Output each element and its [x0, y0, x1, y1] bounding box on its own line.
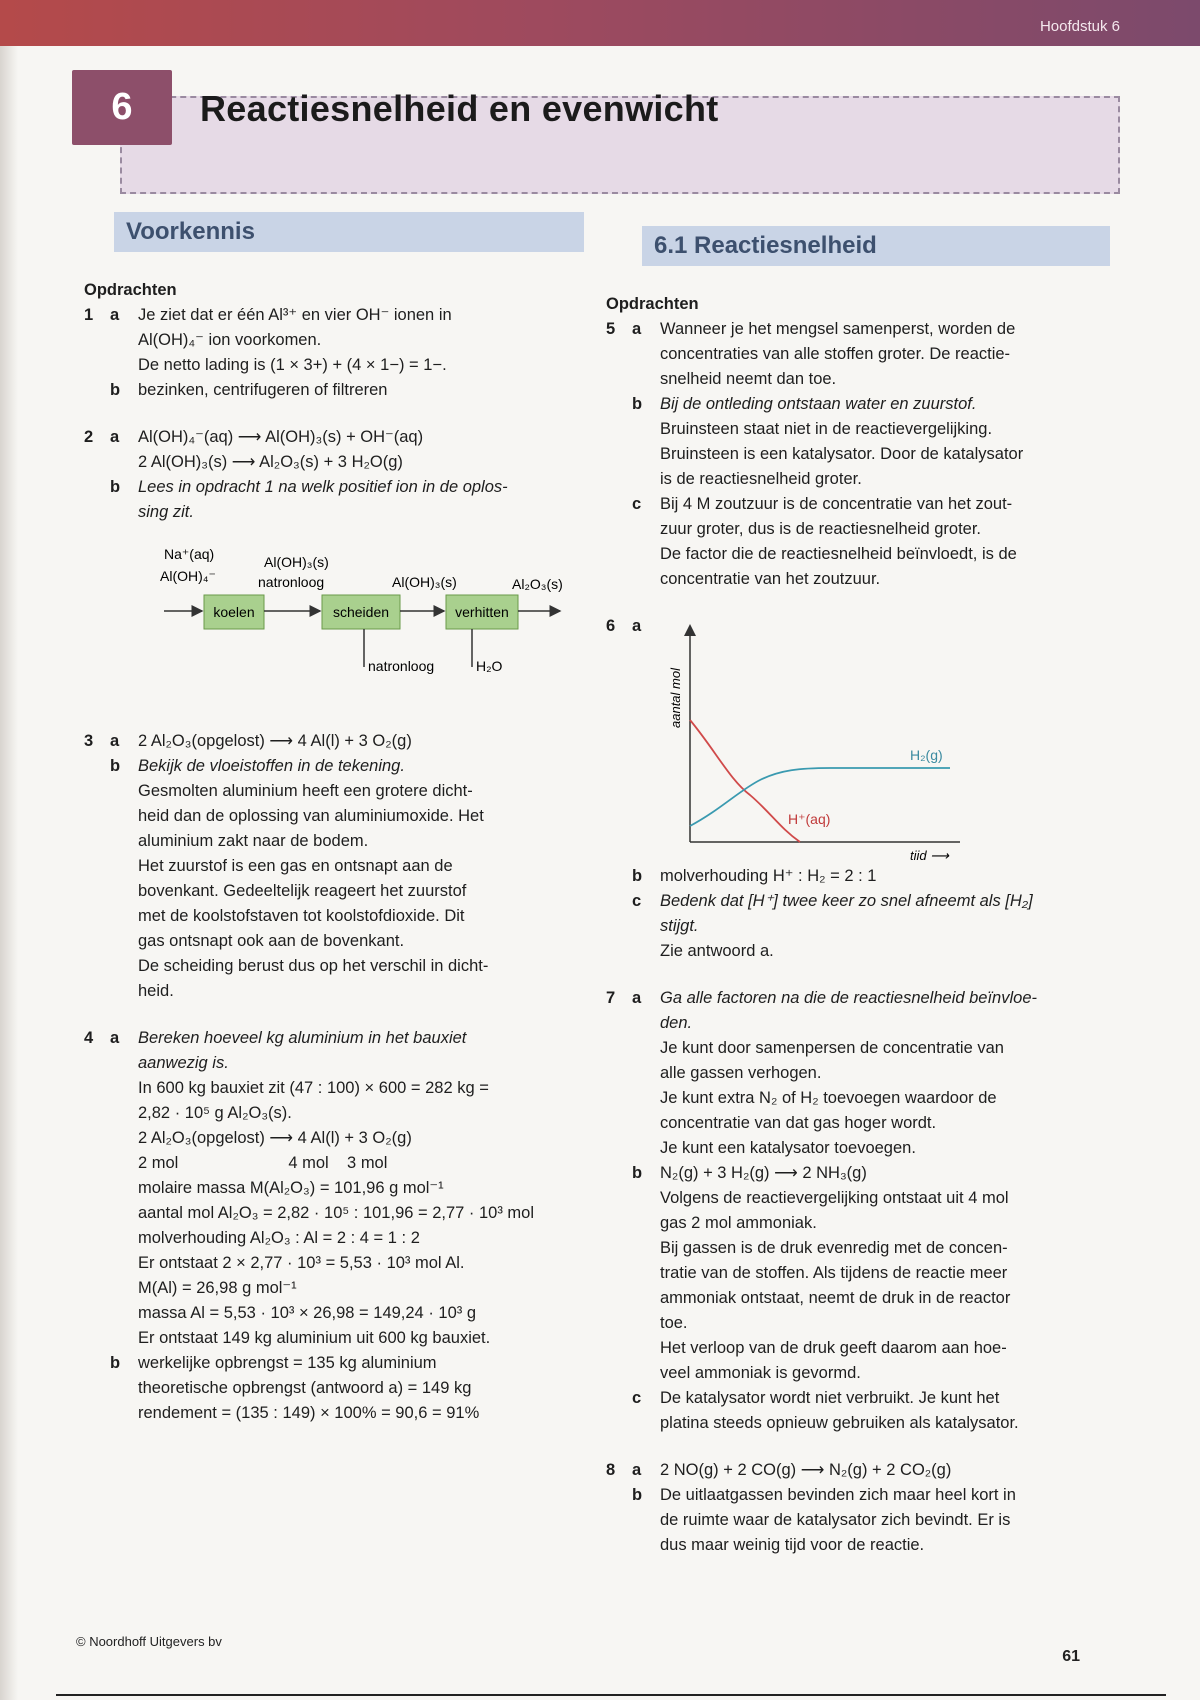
question-7b: b N₂(g) + 3 H₂(g) ⟶ 2 NH₃(g) Volgens de reactievergelijking ontstaat uit 4 mol gas 2 mol ammoniak. Bij gassen is de druk evenredig met de concen- tratie van de stoffen. Als tijdens de reactie meer ammoniak ontstaat, neemt de druk in de reactor toe. Het verloop van de druk geeft daarom aan hoe- veel ammoniak is gevormd. — [632, 1164, 1011, 1382]
question-5b: b Bij de ontleding ontstaan water en zuurstof. Bruinsteen staat niet in de reactievergelijking. Bruinsteen is een katalysator. Door de katalysator is de reactiesnelheid groter. — [632, 395, 1024, 488]
question-5a: 5 a Wanneer je het mengsel samenperst, worden de concentraties van alle stoffen groter. De reactie- snelheid neemt dan toe. — [606, 320, 1016, 388]
opdrachten-heading: Opdrachten — [606, 295, 699, 313]
label-aloh3-mid: Al(OH)₃(s) — [392, 574, 457, 590]
right-column — [606, 292, 1106, 1558]
question-2a: 2 a Al(OH)₄⁻(aq) ⟶ Al(OH)₃(s) + OH⁻(aq) 2 Al(OH)₃(s) ⟶ Al₂O₃(s) + 3 H₂O(g) — [84, 428, 424, 471]
question-5c: c Bij 4 M zoutzuur is de concentratie van het zout- zuur groter, dus is de reactiesnelheid groter. De factor die de reactiesnelheid beïnvloedt, is de concentratie van het zoutzuur. — [632, 495, 1017, 588]
top-color-band — [0, 0, 1200, 46]
question-2b: b Lees in opdracht 1 na welk positief ion in de oplos- sing zit. — [110, 478, 508, 521]
page-number: 61 — [1062, 1648, 1080, 1665]
question-6c: c Bedenk dat [H⁺] twee keer zo snel afneemt als [H₂] stijgt. Zie antwoord a. — [632, 892, 1033, 960]
y-axis-label: aantal mol — [668, 668, 683, 728]
question-3a: 3 a 2 Al₂O₃(opgelost) ⟶ 4 Al(l) + 3 O₂(g) — [84, 732, 412, 750]
question-6b: b molverhouding H⁺ : H₂ = 2 : 1 — [632, 867, 877, 885]
series-h2-label: H₂(g) — [910, 747, 943, 763]
label-natronloog-down: natronloog — [368, 658, 435, 674]
box-verhitten-label: verhitten — [455, 604, 509, 620]
mol-vs-time-graph — [660, 620, 1106, 860]
chapter-title: Reactiesnelheid en evenwicht — [200, 88, 719, 129]
box-koelen-label: koelen — [213, 604, 255, 620]
question-1b: b bezinken, centrifugeren of filtreren — [110, 381, 388, 399]
label-h2o-down: H₂O — [476, 658, 503, 674]
series-h-plus-line — [690, 720, 800, 842]
section-banner-reactiesnelheid — [642, 226, 1110, 266]
question-4a: 4 a Bereken hoeveel kg aluminium in het bauxiet aanwezig is. In 600 kg bauxiet zit (47 : 100) × 600 = 282 kg = 2,82 · 10⁵ g Al₂O₃(s). 2 Al₂O₃(opgelost) ⟶ 4 Al(l) + 3 O₂(g) 2 mol 4 mol 3 mol molaire massa M(Al₂O₃) = 101,96 g mol⁻¹ aantal mol Al₂O₃ = 2,82 · 10⁵ : 101,96 = 2,77 · 10³ mol molverhouding Al₂O₃ : Al = 2 : 4 = 1 : 2 Er ontstaat 2 × 2,77 · 10³ = 5,53 · 10³ mol Al. M(Al) = 26,98 g mol⁻¹ massa Al = 5,53 · 10³ × 26,98 = 149,24 · 10³ g Er ontstaat 149 kg aluminium uit 600 kg bauxiet. — [84, 1029, 535, 1347]
opdrachten-heading: Opdrachten — [84, 281, 177, 299]
question-6a: 6 a aantal mol tijd ⟶ H₂(g) H⁺(aq) — [606, 614, 1106, 864]
x-axis-label: tijd ⟶ — [910, 848, 949, 860]
label-natronloog-top: natronloog — [258, 574, 325, 590]
section-title: Voorkennis — [126, 218, 255, 245]
question-4b: b werkelijke opbrengst = 135 kg aluminium theoretische opbrengst (antwoord a) = 149 kg rendement = (135 : 149) × 100% = 90,6 = 91% — [110, 1354, 480, 1422]
process-flow-diagram — [84, 539, 584, 719]
running-header: Hoofdstuk 6 — [1039, 18, 1120, 35]
page-gutter-shadow — [0, 0, 18, 1700]
label-aloh4: Al(OH)₄⁻ — [160, 568, 216, 584]
left-column — [84, 278, 584, 1426]
box-scheiden-label: scheiden — [332, 604, 390, 620]
label-aloh3-top: Al(OH)₃(s) — [264, 554, 329, 570]
question-7c: c De katalysator wordt niet verbruikt. Je kunt het platina steeds opnieuw gebruiken als katalysator. — [632, 1389, 1019, 1432]
question-1a: 1 a Je ziet dat er één Al³⁺ en vier OH⁻ ionen in Al(OH)₄⁻ ion voorkomen. De netto lading is (1 × 3+) + (4 × 1−) = 1−. — [84, 306, 452, 374]
process-flow-svg — [84, 539, 584, 719]
question-7a: 7 a Ga alle factoren na die de reactiesnelheid beïnvloe- den. Je kunt door samenpersen de concentratie van alle gassen verhogen. Je kunt extra N₂ of H₂ toevoegen waardoor de concentratie van dat gas hoger wordt. Je kunt een katalysator toevoegen. — [606, 989, 1037, 1157]
graph-svg — [660, 620, 980, 860]
series-h-plus-label: H⁺(aq) — [788, 811, 831, 827]
question-8b: b De uitlaatgassen bevinden zich maar heel kort in de ruimte waar de katalysator zich bevindt. Er is dus maar weinig tijd voor de reactie. — [632, 1486, 1016, 1554]
copyright-notice: © Noordhoff Uitgevers bv — [76, 1634, 222, 1649]
section-title: 6.1 Reactiesnelheid — [654, 232, 877, 259]
question-3b: b Bekijk de vloeistoffen in de tekening. Gesmolten aluminium heeft een grotere dicht- heid dan de oplossing van aluminiumoxide. Het aluminium zakt naar de bodem. Het zuurstof is een gas en ontsnapt aan de bovenkant. Gedeeltelijk reageert het zuurstof met de koolstofstaven tot koolstofdioxide. Dit gas ontsnapt ook aan de bovenkant. De scheiding berust dus op het verschil in dicht- heid. — [110, 757, 489, 1000]
label-al2o3: Al₂O₃(s) — [512, 576, 563, 592]
bottom-rule — [56, 1694, 1166, 1696]
chapter-number-badge: 6 — [72, 70, 172, 145]
section-banner-voorkennis — [114, 212, 584, 252]
question-8a: 8 a 2 NO(g) + 2 CO(g) ⟶ N₂(g) + 2 CO₂(g) — [606, 1461, 952, 1479]
label-na-aq: Na⁺(aq) — [164, 546, 215, 562]
